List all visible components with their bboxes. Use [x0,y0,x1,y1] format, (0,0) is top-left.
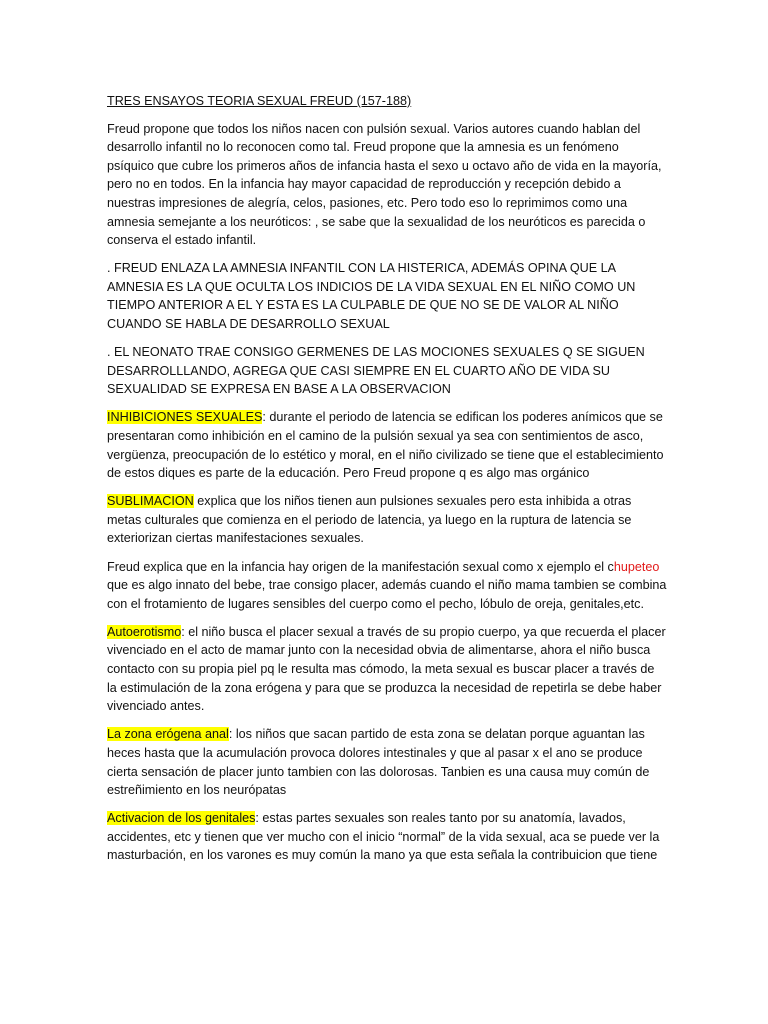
paragraph-neonato: . EL NEONATO TRAE CONSIGO GERMENES DE LAS MOCIONES SEXUALES Q SE SIGUEN DESARROLLLANDO, AGREGA QUE CASI SIEMPRE EN EL CUARTO AÑO DE VIDA SU SEXUALIDAD SE EXPRESA EN BASE A LA OBSERVACION [107,345,645,397]
document-page [107,92,667,874]
text-chupeteo-before: Freud explica que en la infancia hay origen de la manifestación sexual como x ejemplo el c [107,559,614,574]
text-genitales: : estas partes sexuales son reales tanto por su anatomía, lavados, accidentes, etc y tienen que ver mucho con el inicio “normal” de la vida sexual, aca se puede ver la masturbación, en los varones es muy común la mano ya que esta señala la contribuicion que tiene [107,811,660,863]
paragraph-zona-anal [107,725,667,799]
highlight-autoerotismo: Autoerotismo [107,624,182,639]
text-autoerotismo: : el niño busca el placer sexual a través de su propio cuerpo, ya que recuerda el placer vivenciado en el acto de mamar junto con la necesidad obvia de alimentarse, ahora el niño busca contacto con su propia piel pq le resulta mas cómodo, la meta sexual es buscar placer a través de la estimulación de la zona erógena y para que se produzca la necesidad de repetirla se debe haber vivenciado antes. [107,624,666,714]
paragraph-genitales [107,809,667,865]
document-title: TRES ENSAYOS TEORIA SEXUAL FREUD (157-188) [107,94,412,108]
text-chupeteo-after: que es algo innato del bebe, trae consigo placer, además cuando el niño mama tambien se combina con el frotamiento de lugares sensibles del cuerpo como el pecho, lóbulo de oreja, genitales,etc. [107,578,667,611]
paragraph-chupeteo [107,558,667,614]
highlight-genitales: Activacion de los genitales [107,811,256,826]
text-inhibiciones: : durante el periodo de latencia se edifican los poderes anímicos que se presentaran como inhibición en el camino de la pulsión sexual ya sea con sentimientos de asco, vergüenza, preocupación de lo estético y moral, en el niño civilizado se tiene que el establecimiento de estos diques es parte de la educación. Pero Freud propone q es algo mas orgánico [107,410,664,481]
paragraph-sublimacion [107,492,667,548]
text-sublimacion: explica que los niños tienen aun pulsiones sexuales pero esta inhibida a otras metas culturales que comienza en el periodo de latencia, ya luego en la ruptura de latencia se exteriorizan ciertas manifestaciones sexuales. [107,494,632,546]
text-zona-anal: : los niños que sacan partido de esta zona se delatan porque aguantan las heces hasta que la acumulación provoca dolores intestinales y que al pasar x el ano se produce cierta sensación de placer junto tambien con las dolorosas. Tanbien es una causa muy común de estreñimiento en los neurópatas [107,727,650,798]
highlight-zona-anal: La zona erógena anal [107,727,229,742]
paragraph-inhibiciones [107,408,667,482]
highlight-sublimacion: SUBLIMACION [107,494,194,509]
highlight-inhibiciones: INHIBICIONES SEXUALES [107,410,263,425]
paragraph-autoerotismo [107,623,667,716]
paragraph-intro: Freud propone que todos los niños nacen con pulsión sexual. Varios autores cuando hablan del desarrollo infantil no lo reconocen como tal. Freud propone que la amnesia es un fenómeno psíquico que cubre los primeros años de infancia hasta el sexo u octavo año de vida en la mayoría, pero no en todos. En la infancia hay mayor capacidad de reproducción y recepción debido a nuestras impresiones de alegría, celos, pasiones, etc. Pero todo eso lo reprimimos como una amnesia semejante a los neuróticos: , se sabe que la sexualidad de los neuróticos es parecida o conserva el estado infantil. [107,121,662,248]
red-text-chupeteo: hupeteo [613,559,660,574]
paragraph-amnesia: . FREUD ENLAZA LA AMNESIA INFANTIL CON LA HISTERICA, ADEMÁS OPINA QUE LA AMNESIA ES LA QUE OCULTA LOS INDICIOS DE LA VIDA SEXUAL EN EL NIÑO COMO UN TIEMPO ANTERIOR A EL Y ESTA ES LA CULPABLE DE QUE NO SE DE VALOR AL NIÑO CUANDO SE HABLA DE DESARROLLO SEXUAL [107,261,636,332]
